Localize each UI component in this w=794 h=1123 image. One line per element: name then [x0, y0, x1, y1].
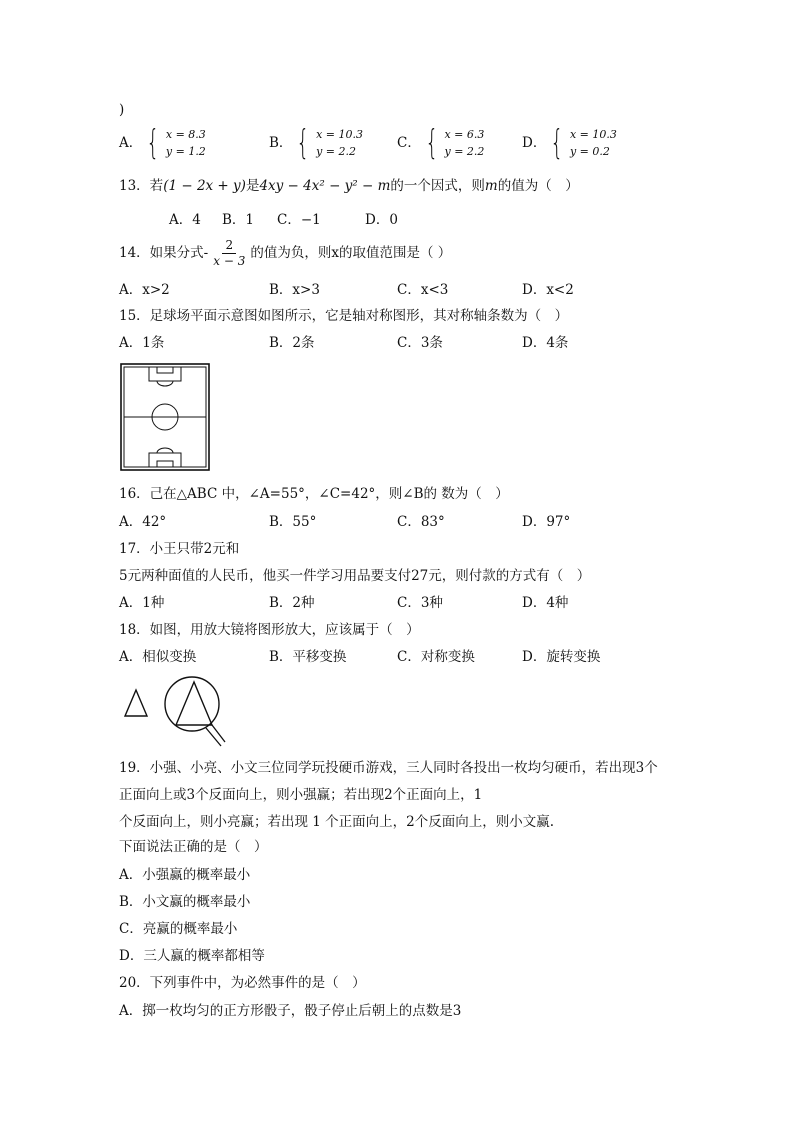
q17-option-a[interactable]: A．1种 — [119, 595, 165, 611]
q19-stem-line1: 19．小强、小亮、小文三位同学玩投硬币游戏，三人同时各投出一枚均匀硬币，若出现3个 — [119, 760, 658, 776]
continued-paren: ) — [119, 102, 125, 118]
q19-option-c[interactable]: C．亮赢的概率最小 — [119, 921, 238, 937]
small-triangle — [125, 690, 147, 716]
q13-option-d[interactable]: D．0 — [365, 212, 398, 228]
q13-prefix: 13．若 — [119, 178, 164, 194]
q13-option-a[interactable]: A．4 — [169, 212, 201, 228]
q19-option-d[interactable]: D．三人赢的概率都相等 — [119, 948, 265, 964]
q14-option-c[interactable]: C．x<3 — [397, 282, 449, 298]
option-label: B． — [269, 135, 293, 151]
brace-icon: { — [296, 123, 310, 163]
q19-stem-line3: 个反面向上，则小亮赢；若出现 1 个正面向上，2个反面向上，则小文赢. — [119, 814, 555, 830]
q18-option-a[interactable]: A．相似变换 — [119, 649, 197, 665]
fraction — [210, 238, 248, 269]
option-label: A． — [119, 135, 143, 151]
q12-option-c[interactable] — [397, 123, 485, 163]
top-penalty-box — [149, 367, 181, 381]
q14-option-d[interactable]: D．x<2 — [522, 282, 574, 298]
magnifier-figure — [119, 672, 229, 752]
q16-stem: 16．己在△ABC 中，∠A=55°，∠C=42°，则∠B的 数为（ ） — [119, 486, 509, 502]
q14-option-a[interactable]: A．x>2 — [119, 282, 170, 298]
q14-option-b[interactable]: B．x>3 — [269, 282, 320, 298]
eq-row: y = 0.2 — [569, 145, 610, 158]
magnifier-handle-line2 — [212, 725, 225, 742]
q13-stem — [119, 177, 579, 195]
q19-stem-line2: 正面向上或3个反面向上，则小强赢；若出现2个正面向上，1 — [119, 787, 483, 803]
q19-option-b[interactable]: B．小文赢的概率最小 — [119, 894, 251, 910]
top-goal-box — [157, 367, 173, 373]
option-label: D． — [522, 135, 547, 151]
q13-poly: 4xy − 4x² − y² − m — [259, 178, 391, 194]
q13-suffix: 的一个因式，则 — [390, 178, 485, 194]
q13-option-b[interactable]: B．1 — [222, 212, 255, 228]
fraction-numerator: 2 — [222, 238, 236, 254]
eq-row: y = 2.2 — [444, 145, 485, 158]
q17-option-b[interactable]: B．2种 — [269, 595, 315, 611]
q15-stem: 15．足球场平面示意图如图所示，它是轴对称图形，其对称轴条数为（ ） — [119, 308, 569, 324]
q16-option-d[interactable]: D．97° — [522, 514, 571, 530]
brace-icon: { — [425, 123, 439, 163]
q13-var: m — [484, 178, 498, 194]
q12-option-b[interactable] — [269, 123, 363, 163]
q16-option-a[interactable]: A．42° — [119, 514, 167, 530]
q15-option-d[interactable]: D．4条 — [522, 335, 569, 351]
eq-row: y = 2.2 — [316, 145, 356, 158]
q17-option-c[interactable]: C．3种 — [397, 595, 443, 611]
q15-option-b[interactable]: B．2条 — [269, 335, 315, 351]
q15-option-c[interactable]: C．3条 — [397, 335, 443, 351]
fraction-denominator: x − 3 — [213, 254, 246, 268]
bottom-penalty-box — [149, 453, 181, 467]
q18-option-d[interactable]: D．旋转变换 — [522, 649, 601, 665]
q13-mid: 是 — [245, 178, 260, 194]
q12-option-a[interactable] — [119, 123, 206, 163]
q16-option-c[interactable]: C．83° — [397, 514, 445, 530]
q16-option-b[interactable]: B．55° — [269, 514, 317, 530]
top-penalty-arc — [157, 381, 173, 386]
q17-stem-line1: 17．小王只带2元和 — [119, 541, 240, 557]
q12-option-d[interactable] — [522, 123, 617, 163]
bottom-goal-box — [157, 461, 173, 467]
option-label: C． — [397, 135, 421, 151]
bottom-penalty-arc — [157, 448, 173, 453]
brace-icon: { — [550, 123, 564, 163]
q13-option-c[interactable]: C．−1 — [277, 212, 321, 228]
eq-row: x = 10.3 — [316, 128, 363, 141]
q19-stem-line4: 下面说法正确的是（ ） — [119, 839, 268, 855]
q13-end: 的值为（ ） — [497, 178, 579, 194]
q15-option-a[interactable]: A．1条 — [119, 335, 165, 351]
q20-option-a[interactable]: A．掷一枚均匀的正方形骰子，骰子停止后朝上的点数是3 — [119, 1003, 462, 1019]
q19-option-a[interactable]: A．小强赢的概率最小 — [119, 867, 251, 883]
q18-stem: 18．如图，用放大镜将图形放大，应该属于（ ） — [119, 622, 420, 638]
q18-option-c[interactable]: C．对称变换 — [397, 649, 475, 665]
q17-option-d[interactable]: D．4种 — [522, 595, 569, 611]
q14-prefix: 14．如果分式- — [119, 245, 209, 261]
magnifier-handle-line1 — [206, 728, 221, 746]
enlarged-triangle — [176, 682, 212, 725]
eq-row: x = 6.3 — [444, 128, 485, 141]
soccer-field-figure — [119, 362, 211, 472]
brace-icon: { — [146, 123, 160, 163]
q17-stem-line2: 5元两种面值的人民币，他买一件学习用品要支付27元，则付款的方式有（ ） — [119, 568, 591, 584]
q20-stem: 20．下列事件中，为必然事件的是（ ） — [119, 975, 366, 991]
eq-row: x = 8.3 — [165, 128, 206, 141]
eq-row: x = 10.3 — [569, 128, 617, 141]
q14-stem — [119, 236, 451, 270]
q13-factor: (1 − 2x + y) — [163, 178, 246, 194]
eq-row: y = 1.2 — [165, 145, 206, 158]
q18-option-b[interactable]: B．平移变换 — [269, 649, 347, 665]
q14-suffix: 的值为负，则x的取值范围是（ ） — [250, 245, 452, 261]
